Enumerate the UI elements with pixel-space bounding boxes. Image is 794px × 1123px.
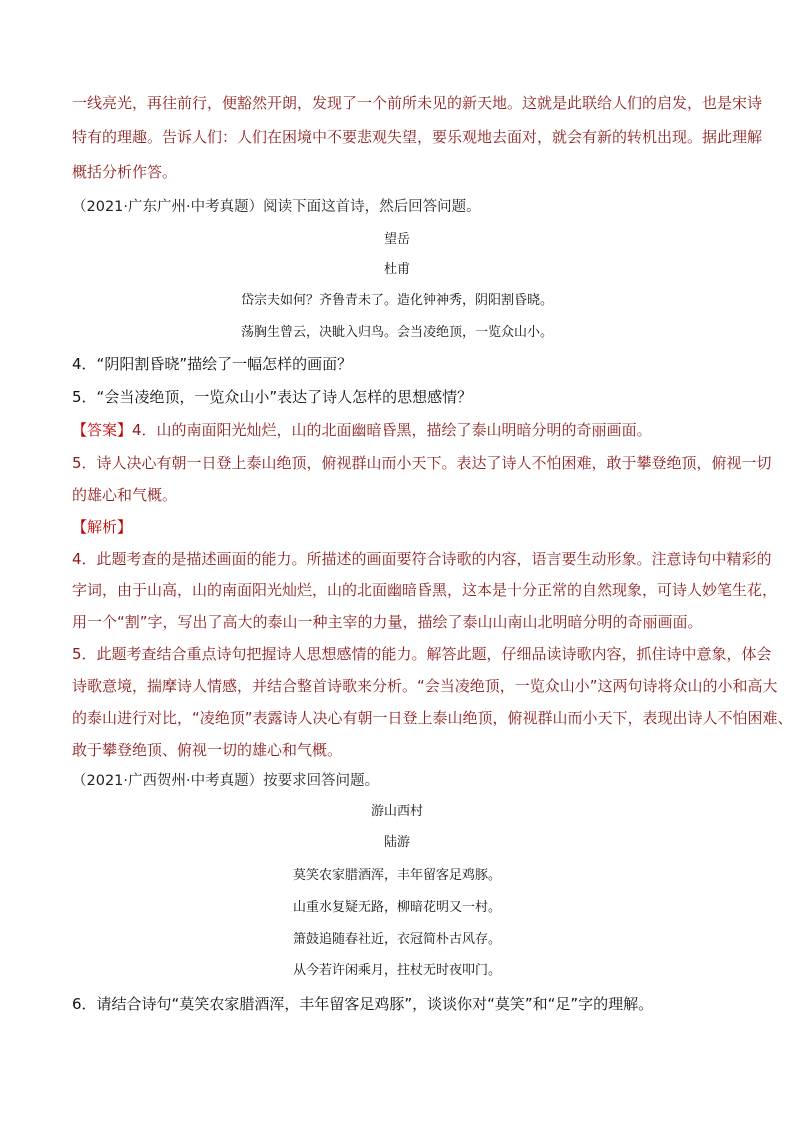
poem-line-2-2: 山重水复疑无路，柳暗花明又一村。 [292,900,501,915]
analysis-5-line-2: 诗歌意境，揣摩诗人情感，并结合整首诗歌来分析。“会当凌绝顶，一览众山小”这两句诗将众山的小和高大 [72,677,778,695]
analysis-4-line-1: 4．此题考查的是描述画面的能力。所描述的画面要符合诗歌的内容，语言要生动形象。注意诗句中精彩的 [72,550,772,568]
intro-line-2: 特有的理趣。告诉人们：人们在困境中不要悲观失望，要乐观地去面对，就会有新的转机出现。据此理解 [72,128,763,146]
analysis-tag: 【解析】 [72,518,133,536]
question-6: 6．请结合诗句“莫笑农家腊酒浑，丰年留客足鸡豚”，谈谈你对“莫笑”和“足”字的理解。 [72,995,654,1013]
question-5: 5．“会当凌绝顶，一览众山小”表达了诗人怎样的思想感情？ [72,388,473,406]
poem-line-1-1: 岱宗夫如何？齐鲁青未了。造化钟神秀，阴阳割昏晓。 [240,293,553,308]
poem-line-2-3: 箫鼓追随春社近，衣冠简朴古风存。 [292,932,501,947]
analysis-5-line-4: 敢于攀登绝顶、俯视一切的雄心和气概。 [72,741,343,759]
analysis-4-line-3: 用一个“割”字，写出了高大的泰山一种主宰的力量，描绘了泰山山南山北明暗分明的奇丽画面。 [72,613,703,631]
poem-line-2-4: 从今若许闲乘月，拄杖无时夜叩门。 [292,963,501,978]
answer-block [72,420,652,440]
poem-author-1: 杜甫 [383,262,410,277]
intro-line-1: 一线亮光，再往前行，便豁然开朗，发现了一个前所未见的新天地。这就是此联给人们的启发，也是宋诗 [72,94,763,112]
poem-author-2: 陆游 [383,835,410,850]
poem-line-1-2: 荡胸生曾云，决眦入归鸟。会当凌绝顶，一览众山小。 [240,325,553,340]
answer-5-line-1: 5．诗人决心有朝一日登上泰山绝顶，俯视群山而小天下。表达了诗人不怕困难，敢于攀登绝顶，俯视一切 [72,454,772,472]
poem-title-2: 游山西村 [370,804,423,819]
question-4: 4．“阴阳割昏晓”描绘了一幅怎样的画面？ [72,355,353,373]
intro-line-3: 概括分析作答。 [72,163,178,181]
answer-5-line-2: 的雄心和气概。 [72,486,178,504]
question-source-1: （2021·广东广州·中考真题）阅读下面这首诗，然后回答问题。 [72,199,481,215]
analysis-5-line-1: 5．此题考查结合重点诗句把握诗人思想感情的能力。解答此题，仔细品读诗歌内容，抓住诗中意象，体会 [72,645,772,663]
poem-line-2-1: 莫笑农家腊酒浑，丰年留客足鸡豚。 [292,868,501,883]
answer-tag: 【答案】 [72,421,133,439]
analysis-5-line-3: 的泰山进行对比，“凌绝顶”表露诗人决心有朝一日登上泰山绝顶，俯视群山而小天下，表现出诗人不怕困难、 [72,709,793,727]
poem-title-1: 望岳 [383,232,410,247]
answer-4: 4．山的南面阳光灿烂，山的北面幽暗昏黑，描绘了泰山明暗分明的奇丽画面。 [132,421,652,439]
analysis-4-line-2: 字词，由于山高，山的南面阳光灿烂，山的北面幽暗昏黑，这本是十分正常的自然现象，可诗人妙笔生花， [72,581,778,599]
question-source-2: （2021·广西贺州·中考真题）按要求回答问题。 [72,773,380,789]
